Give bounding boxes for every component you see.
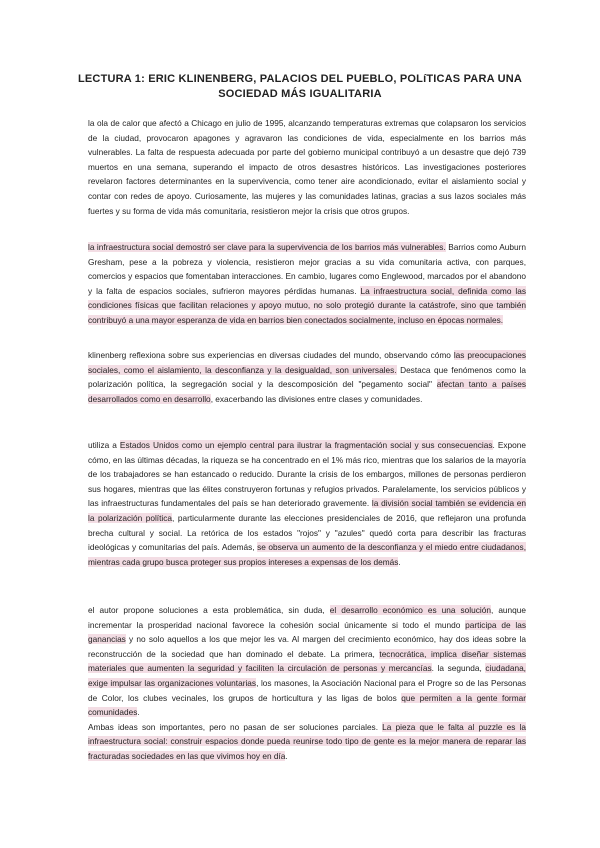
text-segment: utiliza a bbox=[88, 440, 120, 450]
highlighted-text: la división social también se evidencia en la polarización política bbox=[88, 498, 526, 523]
document-title: LECTURA 1: ERIC KLINENBERG, PALACIOS DEL PUEBLO, POLíTICAS PARA UNA SOCIEDAD MÁS IGUALITARIA bbox=[77, 73, 523, 100]
paragraph bbox=[88, 438, 526, 569]
text-segment: . Expone cómo, en las últimas décadas, la riqueza se ha concentrado en el 1% más rico, mientras que los salarios de la mayoría de los trabajadores se han estancado o reducido. Durante la crisis de los embargos, millones de personas perdieron sus hogares, mientras que las élites construyeron fortunas y refugios privados. Paralelamente, los servicios públicos y las infraestructuras fundamentales del país se han deteriorado gravemente. bbox=[88, 440, 526, 509]
text-segment: . la segunda, bbox=[431, 663, 486, 674]
paragraph bbox=[88, 603, 526, 764]
highlighted-text: tecnocrática, implica diseñar sistemas materiales que aumenten la seguridad y faciliten la circulación de personas y mercancías bbox=[88, 648, 526, 674]
text-segment: el autor propone soluciones a esta problemática, sin duda, bbox=[88, 605, 330, 615]
text-segment: . bbox=[137, 707, 140, 718]
highlighted-text: La pieza que le falta al puzzle es la infraestructura social: construir espacios donde pueda reunirse todo tipo de gente es la mejor manera de reparar las fracturadas sociedades en las que vivimos hoy en día bbox=[88, 721, 526, 761]
highlighted-text: que permiten a la gente formar comunidades bbox=[88, 692, 526, 718]
paragraph bbox=[88, 348, 526, 406]
highlighted-text: las preocupaciones sociales, como el aislamiento, la desconfianza y la desigualdad, son universales. bbox=[88, 350, 526, 375]
highlighted-text: la infraestructura social demostró ser clave para la supervivencia de los barrios más vulnerables. bbox=[88, 242, 446, 252]
text-segment: . bbox=[285, 750, 288, 761]
text-segment: Barrios como Auburn Gresham, pese a la pobreza y violencia, resistieron mejor gracias a su vida comunitaria activa, con parques, comercios y espacios que fomentaban interacciones. En cambio, lugares como Englewood, marcados por el abandono y la falta de espacios sociales, sufrieron mayores pérdidas humanas. bbox=[88, 242, 527, 296]
paragraph bbox=[88, 240, 526, 328]
text-segment: . bbox=[398, 556, 401, 567]
text-segment: , aunque incrementar la prosperidad nacional favorece la cohesión social únicamente si todo el mundo bbox=[88, 605, 527, 630]
text-segment: y no solo aquellos a los que mejor les va. Al margen del crecimiento económico, hay dos ideas sobre la reconstrucción de la sociedad que han dominado el debate. La primera, bbox=[88, 634, 526, 659]
highlighted-text: participa de las ganancias bbox=[88, 619, 526, 645]
paragraph bbox=[88, 116, 526, 218]
highlighted-text: La infraestructura social, definida como las condiciones físicas que facilitan relaciones y apoyo mutuo, no solo protegió durante la catástrofe, sino que también contribuyó a una mayor esperanza de vida en barrios bien conectados socialmente, incluso en épocas normales. bbox=[88, 285, 527, 325]
text-segment: Destaca que fenómenos como la polarización política, la segregación social y la descomposición del "pegamento social" bbox=[88, 364, 527, 390]
text-segment: Ambas ideas son importantes, pero no pasan de ser soluciones parciales. bbox=[88, 721, 383, 732]
highlighted-text: ciudadana, exige impulsar las organizaciones voluntarias bbox=[88, 663, 526, 688]
text-segment: klinenberg reflexiona sobre sus experiencias en diversas ciudades del mundo, observando cómo bbox=[88, 350, 454, 360]
highlighted-text: afectan tanto a países desarrollados como en desarrollo bbox=[88, 379, 526, 404]
text-segment: , particularmente durante las elecciones presidenciales de 2016, que reflejaron una profunda brecha cultural y social. La retórica de los estados "rojos" y "azules" quedó corta para describir las fracturas ideológicas y comunitarias del país. Además, bbox=[88, 512, 526, 553]
text-segment: , exacerbando las divisiones entre clases y comunidades. bbox=[210, 393, 423, 404]
text-segment: , los masones, la Asociación Nacional para el Progre so de las Personas de Color, los clubes vecinales, los grupos de horticultura y las ligas de bolos bbox=[88, 677, 526, 703]
highlighted-text: Estados Unidos como un ejemplo central para ilustrar la fragmentación social y sus consecuencias bbox=[119, 440, 493, 450]
text-segment: la ola de calor que afectó a Chicago en julio de 1995, alcanzando temperaturas extremas que colapsaron los servicios de la ciudad, provocaron apagones y agravaron las condiciones de vida, especialmente en los barrios más vulnerables. La falta de respuesta adecuada por parte del gobierno municipal contribuyó a un desastre que dejó 739 muertos en una semana, superando el impacto de otros desastres históricos. Las investigaciones posteriores revelaron factores determinantes en la supervivencia, como tener aire acondicionado, evitar el aislamiento social y contar con redes de apoyo. Curiosamente, las mujeres y las comunidades latinas, gracias a sus lazos sociales más fuertes y su forma de vida más comunitaria, resistieron mejor la crisis que otros grupos. bbox=[88, 118, 526, 216]
highlighted-text: el desarrollo económico es una solución bbox=[329, 605, 491, 615]
highlighted-text: se observa un aumento de la desconfianza y el miedo entre ciudadanos, mientras cada grupo busca proteger sus propios intereses a expensas de los demás bbox=[88, 542, 526, 567]
